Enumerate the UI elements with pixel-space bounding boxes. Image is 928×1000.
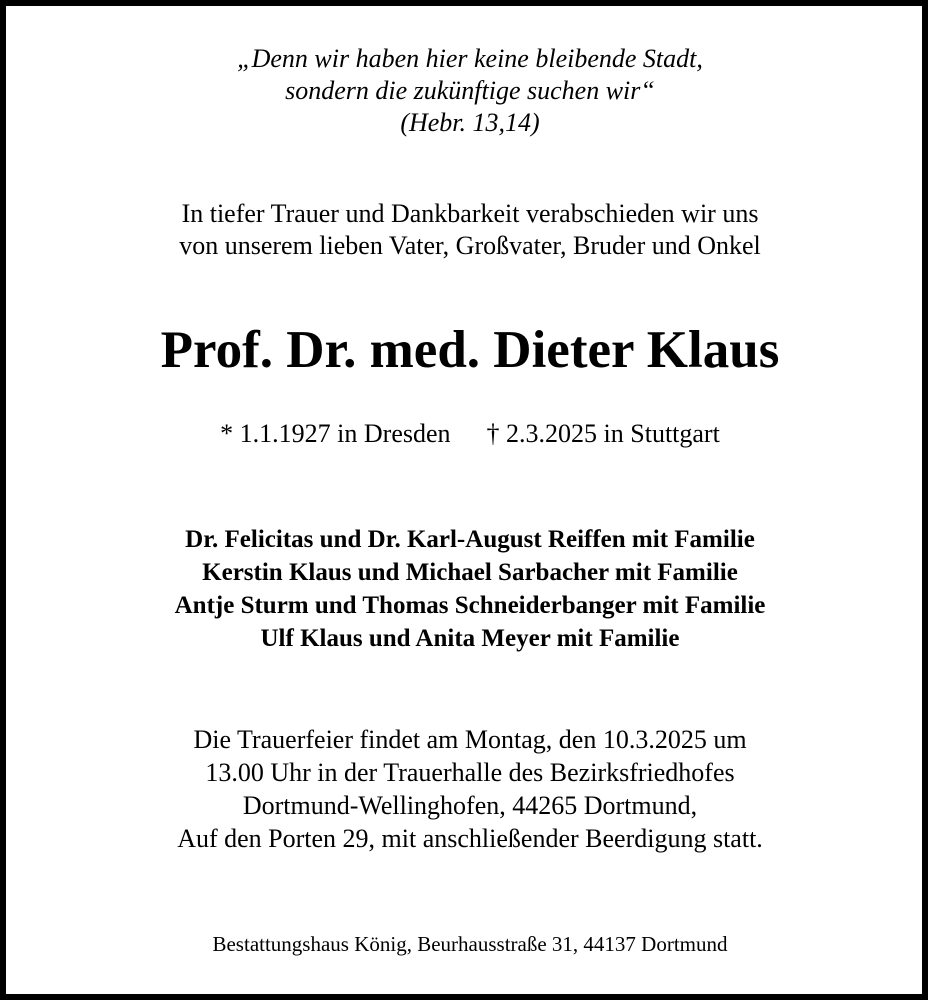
intro-line-2: von unserem lieben Vater, Großvater, Bruder und Onkel: [179, 231, 761, 260]
mourner-line: Dr. Felicitas und Dr. Karl-August Reiffen mit Familie: [185, 526, 755, 553]
funeral-line-3: Dortmund-Wellinghofen, 44265 Dortmund,: [242, 791, 698, 820]
intro-line-1: In tiefer Trauer und Dankbarkeit verabschieden wir uns: [181, 199, 759, 228]
mourner-line: Kerstin Klaus und Michael Sarbacher mit Familie: [202, 559, 738, 586]
death-date: † 2.3.2025 in Stuttgart: [486, 419, 720, 448]
funeral-line-2: 13.00 Uhr in der Trauerhalle des Bezirksfriedhofes: [205, 758, 735, 787]
verse-reference: (Hebr. 13,14): [400, 108, 540, 137]
funeral-line-1: Die Trauerfeier findet am Montag, den 10.3.2025 um: [193, 725, 747, 754]
verse-line-1: „Denn wir haben hier keine bleibende Stadt,: [237, 44, 703, 73]
funeral-line-4: Auf den Porten 29, mit anschließender Beerdigung statt.: [177, 824, 763, 853]
verse-line-2: sondern die zukünftige suchen wir“: [285, 76, 655, 105]
life-dates: [6, 418, 928, 450]
mourner-line: Antje Sturm und Thomas Schneiderbanger mit Familie: [174, 592, 766, 619]
birth-date: * 1.1.1927 in Dresden: [220, 419, 451, 448]
undertaker-address: Bestattungshaus König, Beurhausstraße 31, 44137 Dortmund: [212, 932, 728, 956]
deceased-name: Prof. Dr. med. Dieter Klaus: [160, 321, 780, 379]
mourner-line: Ulf Klaus und Anita Meyer mit Familie: [260, 625, 680, 652]
